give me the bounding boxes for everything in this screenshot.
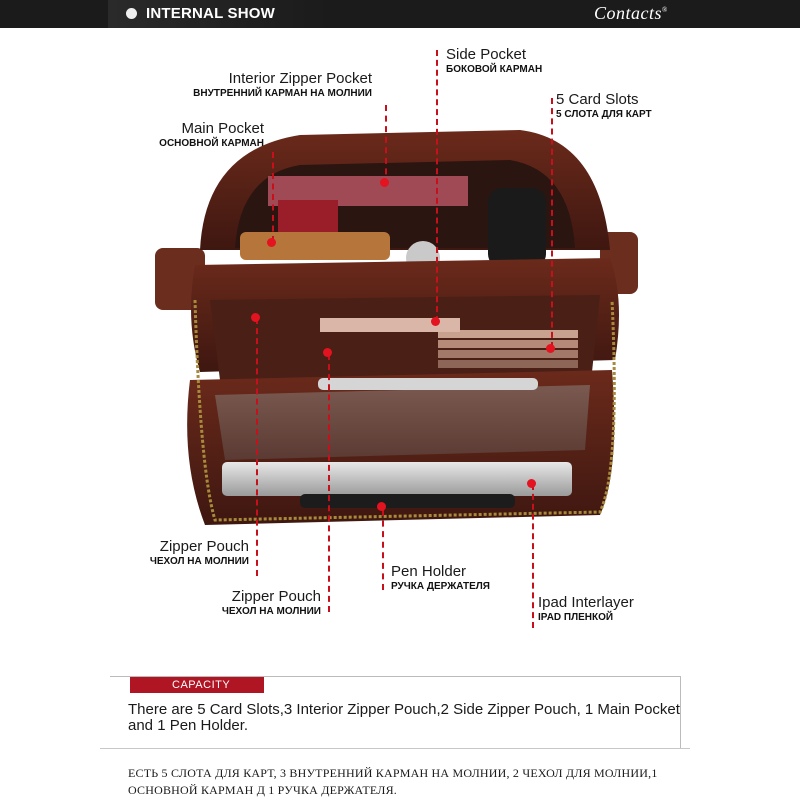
callout-pin — [377, 502, 386, 511]
leader-line — [385, 105, 387, 185]
flap-lining — [215, 385, 590, 460]
pen — [318, 378, 538, 390]
leader-line — [256, 318, 258, 576]
ipad — [222, 462, 572, 496]
callout-zipper-pouch-left: Zipper Pouch ЧЕХОЛ НА МОЛНИИ — [149, 538, 249, 567]
callout-pen-holder: Pen Holder РУЧКА ДЕРЖАТЕЛЯ — [391, 563, 490, 592]
capacity-tag: CAPACITY — [130, 677, 264, 693]
callout-pin — [431, 317, 440, 326]
leader-line — [532, 484, 534, 628]
wallet — [240, 232, 390, 260]
card-slot — [438, 350, 578, 358]
thermos-bottle — [488, 188, 546, 268]
callout-pin — [267, 238, 276, 247]
leader-line — [436, 50, 438, 322]
card-slot — [438, 360, 578, 368]
capacity-english: There are 5 Card Slots,3 Interior Zipper Pouch,2 Side Zipper Pouch, 1 Main Pocket and 1 Pen Holder. — [128, 701, 680, 734]
callout-interior-zipper-pocket: Interior Zipper Pocket ВНУТРЕННИЙ КАРМАН НА МОЛНИИ — [193, 70, 372, 99]
callout-pin — [380, 178, 389, 187]
callout-pin — [251, 313, 260, 322]
callout-pin — [546, 344, 555, 353]
capacity-russian: ЕСТЬ 5 СЛОТА ДЛЯ КАРТ, 3 ВНУТРЕННИЙ КАРМАН НА МОЛНИИ, 2 ЧЕХОЛ ДЛЯ МОЛНИИ,1 ОСНОВНОЙ КАРМАН Д 1 РУЧКА ДЕРЖАТЕЛЯ. — [128, 766, 658, 797]
card-slot — [438, 340, 578, 348]
section-title: INTERNAL SHOW — [146, 5, 275, 22]
callout-zipper-pouch-center: Zipper Pouch ЧЕХОЛ НА МОЛНИИ — [221, 588, 321, 617]
callout-side-pocket: Side Pocket БОКОВОЙ КАРМАН — [446, 46, 543, 75]
leader-line — [382, 510, 384, 590]
pen-in-holder — [300, 494, 515, 508]
callout-pin — [323, 348, 332, 357]
brand-logo: Contacts® — [594, 3, 668, 23]
callout-ipad-interlayer: Ipad Interlayer IPAD ПЛЕНКОЙ — [538, 594, 634, 623]
leader-line — [328, 354, 330, 612]
leader-line — [272, 152, 274, 242]
callout-main-pocket: Main Pocket ОСНОВНОЙ КАРМАН — [159, 120, 264, 149]
capacity-divider — [100, 748, 690, 749]
callout-pin — [527, 479, 536, 488]
leader-line — [551, 98, 553, 348]
callout-card-slots: 5 Card Slots 5 СЛОТА ДЛЯ КАРТ — [556, 91, 652, 120]
